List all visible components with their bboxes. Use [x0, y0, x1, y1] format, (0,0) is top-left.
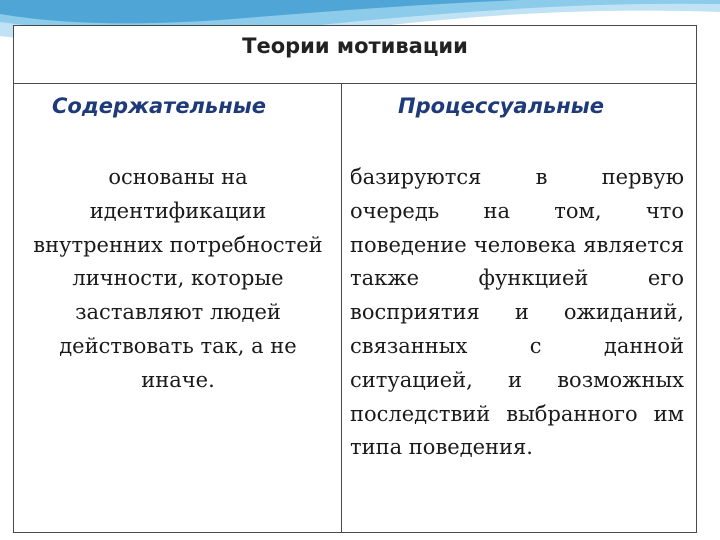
process-theories-heading: Процессуальные — [398, 94, 605, 118]
slide-title: Теории мотивации — [242, 34, 468, 58]
content-theories-heading: Содержательные — [52, 94, 266, 118]
process-theories-description: базируются в первую очередь на том, что поведение человека является также функцией его восприятия и ожиданий, связанных с данной ситуацией, и возможных последствий выбранного им типа поведения. — [350, 165, 684, 460]
column-divider — [341, 84, 342, 533]
title-row — [14, 26, 696, 84]
content-theories-description: основаны на идентификации внутренних потребностей личности, которые заставляют людей действовать так, а не иначе. — [33, 165, 323, 392]
motivation-theories-table — [13, 25, 697, 533]
